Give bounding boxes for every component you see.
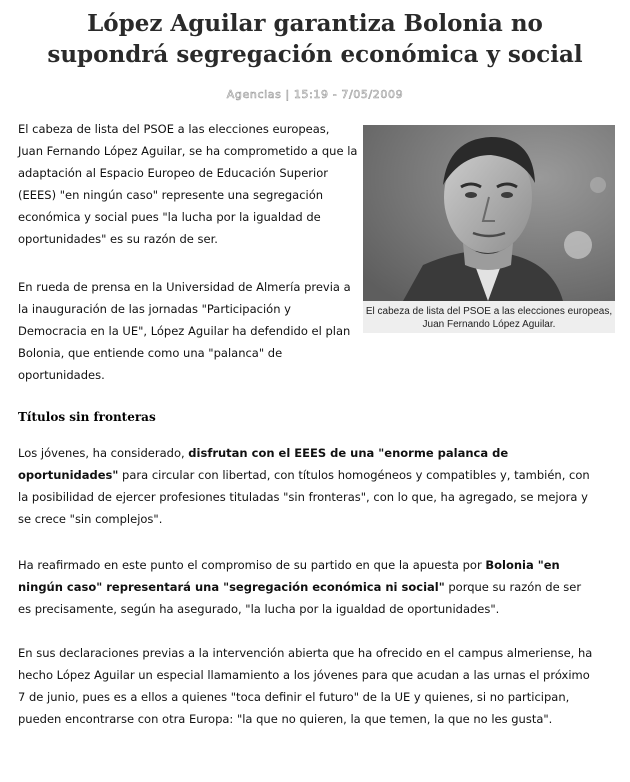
paragraph-4-bold: Bolonia "en ningún caso" representará una "segregación económica ni social" xyxy=(18,558,560,594)
paragraph-3-part-a: Los jóvenes, ha considerado, xyxy=(18,446,189,460)
article-title-line2: supondrá segregación económica y social xyxy=(47,41,583,68)
article-figure xyxy=(363,125,615,333)
paragraph-5: En sus declaraciones previas a la intervención abierta que ha ofrecido en el campus almeriense, ha hecho López Aguilar un especial llamamiento a los jóvenes para que acudan a las urnas el próximo 7 de junio, pues es a ellos a quienes "toca definir el futuro" de la UE y quienes, si no participan, pueden encontrarse con otra Europa: "la que no quieren, la que temen, la que no les gusta". xyxy=(18,646,593,726)
paragraph-1: El cabeza de lista del PSOE a las elecciones europeas, Juan Fernando López Aguilar, se ha comprometido a que la adaptación al Espacio Europeo de Educación Superior (EEES) "en ningún caso" represente una segregación económica y social pues "la lucha por la igualdad de oportunidades" es su razón de ser. xyxy=(18,122,358,246)
paragraph-3-part-c: para circular con libertad, con títulos homogéneos y compatibles y, también, con la posibilidad de ejercer profesiones tituladas "sin fronteras", con lo que, ha agregado, se mejora y se crece "sin complejos". xyxy=(18,468,590,526)
section-subheading: Títulos sin fronteras xyxy=(18,410,156,424)
paragraph-4-part-c: porque su razón de ser es precisamente, según ha asegurado, "la lucha por la igualdad de oportunidades". xyxy=(18,580,582,616)
paragraph-3-bold: disfrutan con el EEES de una "enorme palanca de oportunidades" xyxy=(18,446,509,482)
paragraph-4-part-a: Ha reafirmado en este punto el compromiso de su partido en que la apuesta por xyxy=(18,558,486,572)
article-title-line1: López Aguilar garantiza Bolonia no xyxy=(87,10,543,37)
paragraph-4 xyxy=(18,554,596,620)
paragraph-3 xyxy=(18,442,596,530)
portrait-photo xyxy=(363,125,615,301)
article-title xyxy=(0,8,630,70)
article-byline: Agencias | 15:19 - 7/05/2009 xyxy=(226,88,404,101)
paragraph-2: En rueda de prensa en la Universidad de Almería previa a la inauguración de las jornadas "Participación y Democracia en la UE", López Aguilar ha defendido el plan Bolonia, que entiende como una "palanca" de oportunidades. xyxy=(18,280,351,382)
image-caption: El cabeza de lista del PSOE a las elecciones europeas, Juan Fernando López Aguilar. xyxy=(365,306,613,330)
portrait-illustration xyxy=(363,125,615,301)
